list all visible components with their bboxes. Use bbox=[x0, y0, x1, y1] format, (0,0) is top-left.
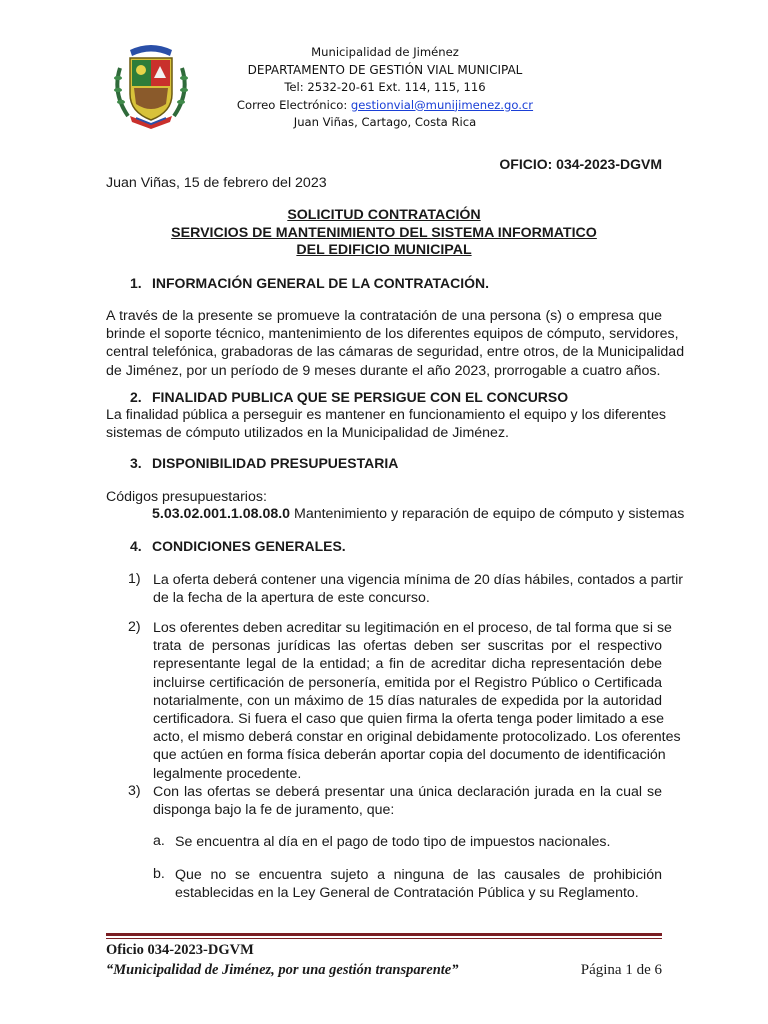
section-number: 2. bbox=[130, 389, 142, 405]
section-1-heading bbox=[130, 275, 489, 291]
section-number: 3. bbox=[130, 455, 142, 471]
department-name: DEPARTAMENTO DE GESTIÓN VIAL MUNICIPAL bbox=[247, 62, 523, 77]
section-4-heading bbox=[130, 538, 346, 554]
paragraph-line: brinde el soporte técnico, mantenimiento de los diferentes equipos de cómputo, servidores, bbox=[106, 326, 679, 343]
section-title: FINALIDAD PUBLICA QUE SE PERSIGUE CON EL CONCURSO bbox=[152, 389, 569, 405]
condition-line: Con las ofertas se deberá presentar una única declaración jurada en la cual se bbox=[153, 784, 662, 800]
condition-line: representante legal de la entidad; a fin de acreditar dicha representación debe bbox=[153, 656, 662, 673]
budget-code: 5.03.02.001.1.08.08.0 bbox=[152, 506, 291, 522]
email-line bbox=[150, 97, 620, 115]
budget-code-description: Mantenimiento y reparación de equipo de cómputo y sistemas bbox=[290, 506, 685, 522]
municipality-name: Municipalidad de Jiménez bbox=[311, 45, 459, 59]
condition-line: notarialmente, con un máximo de 15 días naturales de expedida por la autoridad bbox=[153, 692, 662, 709]
condition-text bbox=[153, 783, 662, 819]
paragraph-line: sistemas de cómputo utilizados en la Municipalidad de Jiménez. bbox=[106, 425, 509, 442]
subitem-line: Que no se encuentra sujeto a ninguna de las causales de prohibición bbox=[175, 867, 662, 883]
budget-codes-label: Códigos presupuestarios: bbox=[106, 489, 267, 505]
section-3-heading bbox=[130, 455, 398, 471]
title-line-1: SOLICITUD CONTRATACIÓN bbox=[287, 207, 481, 223]
condition-line: trata de personas jurídicas las ofertas deben ser suscritas por el respectivo bbox=[153, 638, 662, 655]
condition-line: certificadora. Si fuera el caso que quien firma la oferta tenga poder limitado a ese bbox=[153, 711, 665, 728]
condition-line: disponga bajo la fe de juramento, que: bbox=[153, 802, 395, 819]
phone-line: Tel: 2532-20-61 Ext. 114, 115, 116 bbox=[284, 80, 486, 94]
condition-line: acto, el mismo deberá constar en original debidamente protocolizado. Los oferentes bbox=[153, 729, 681, 746]
title-line-3: DEL EDIFICIO MUNICIPAL bbox=[296, 242, 472, 258]
address-line: Juan Viñas, Cartago, Costa Rica bbox=[293, 115, 477, 129]
paragraph-line: central telefónica, grabadoras de las cámaras de seguridad, entre otros, de la Municipalidad bbox=[106, 344, 685, 361]
section-title: DISPONIBILIDAD PRESUPUESTARIA bbox=[152, 455, 399, 471]
section-title: INFORMACIÓN GENERAL DE LA CONTRATACIÓN. bbox=[152, 275, 490, 291]
section-2-heading bbox=[130, 389, 568, 405]
section-1-paragraph bbox=[106, 307, 685, 380]
document-title bbox=[106, 207, 662, 260]
footer-reference: Oficio 034-2023-DGVM bbox=[106, 942, 254, 958]
subitem-letter: a. bbox=[153, 833, 165, 849]
footer-motto: “Municipalidad de Jiménez, por una gestión transparente” bbox=[106, 962, 459, 978]
subitem-line: Se encuentra al día en el pago de todo tipo de impuestos nacionales. bbox=[175, 834, 611, 850]
email-label: Correo Electrónico: bbox=[236, 97, 351, 112]
page-number: Página 1 de 6 bbox=[580, 962, 662, 978]
condition-text bbox=[153, 571, 684, 607]
footer-rule-thick bbox=[106, 933, 662, 936]
condition-line: que actúen en forma física deberán aportar copia del documento de identificación bbox=[153, 747, 666, 764]
title-line-2: SERVICIOS DE MANTENIMIENTO DEL SISTEMA INFORMATICO bbox=[171, 224, 597, 241]
section-title: CONDICIONES GENERALES. bbox=[152, 538, 346, 554]
section-number: 4. bbox=[130, 538, 142, 554]
condition-text bbox=[153, 619, 681, 783]
condition-line: La oferta deberá contener una vigencia mínima de 20 días hábiles, contados a partir bbox=[153, 572, 684, 588]
letterhead bbox=[150, 44, 620, 132]
condition-line: Los oferentes deben acreditar su legitimación en el proceso, de tal forma que si se bbox=[153, 620, 672, 636]
footer-rule-thin bbox=[106, 938, 662, 939]
condition-number: 1) bbox=[128, 571, 141, 587]
paragraph-line: A través de la presente se promueve la contratación de una persona (s) o empresa que bbox=[106, 308, 662, 324]
section-number: 1. bbox=[130, 275, 142, 291]
subitem-letter: b. bbox=[153, 866, 165, 882]
paragraph-line: La finalidad pública a perseguir es mantener en funcionamiento el equipo y los diferentes bbox=[106, 407, 666, 423]
budget-code-line bbox=[152, 505, 684, 523]
paragraph-line: de Jiménez, por un período de 9 meses durante el año 2023, prorrogable a cuatro años. bbox=[106, 362, 661, 379]
section-2-paragraph bbox=[106, 406, 666, 442]
condition-number: 2) bbox=[128, 619, 141, 635]
condition-line: legalmente procedente. bbox=[153, 765, 302, 782]
subitem-line: establecidas en la Ley General de Contratación Pública y su Reglamento. bbox=[175, 885, 639, 902]
email-link[interactable]: gestionvial@munijimenez.go.cr bbox=[350, 97, 534, 112]
condition-line: incluirse certificación de personería, emitida por el Registro Público o Certificada bbox=[153, 674, 662, 691]
subitem-text bbox=[175, 866, 662, 902]
document-date: Juan Viñas, 15 de febrero del 2023 bbox=[106, 175, 327, 191]
condition-number: 3) bbox=[128, 783, 141, 799]
oficio-number: OFICIO: 034-2023-DGVM bbox=[499, 156, 662, 172]
condition-line: de la fecha de la apertura de este concurso. bbox=[153, 590, 430, 607]
subitem-text bbox=[175, 833, 662, 851]
